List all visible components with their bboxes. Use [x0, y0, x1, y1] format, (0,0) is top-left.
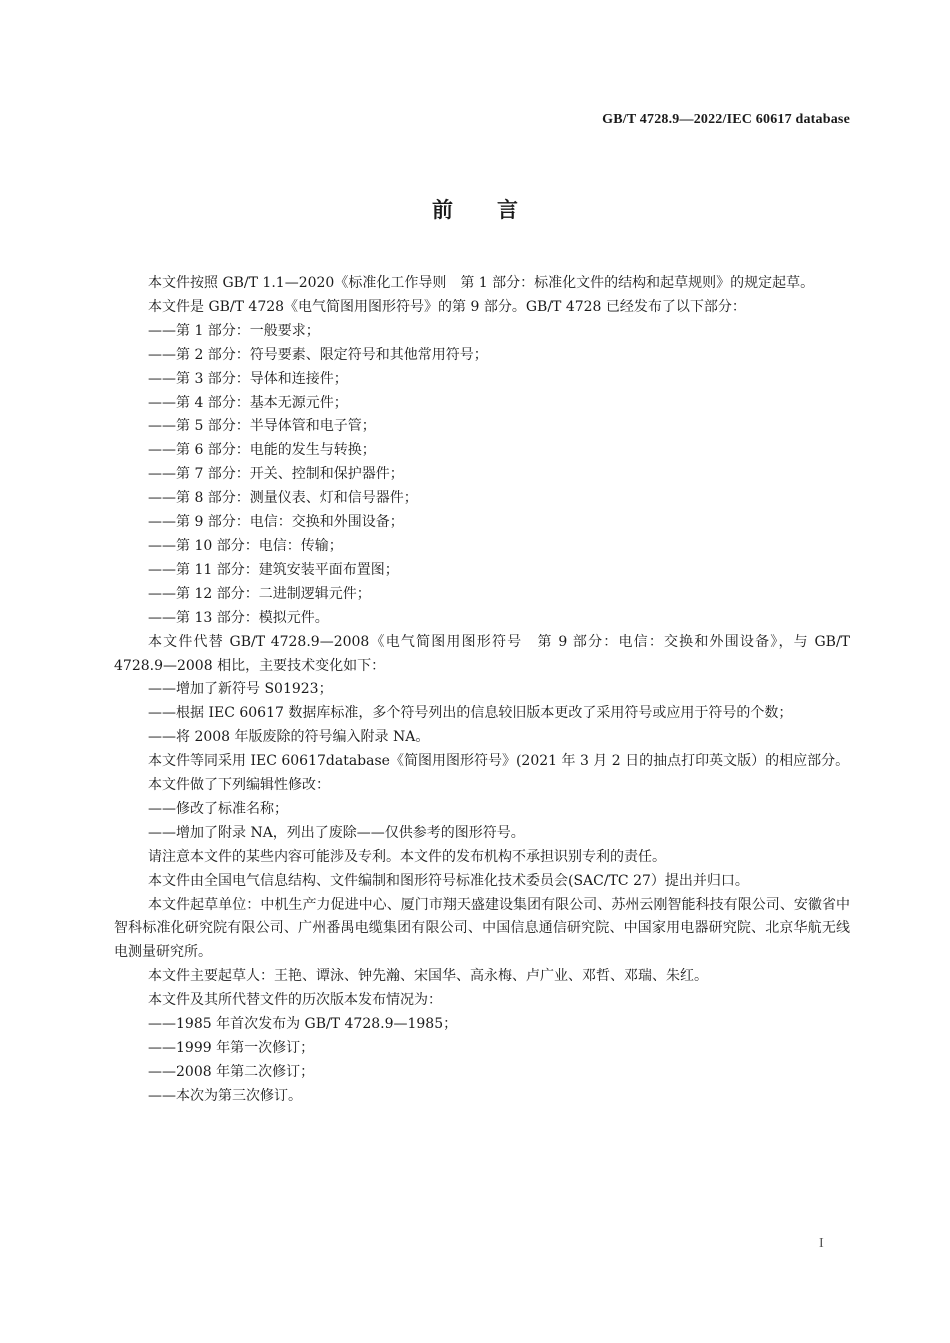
list-item: ——1985 年首次发布为 GB/T 4728.9—1985；: [148, 1016, 458, 1033]
list-item: ——将 2008 年版废除的符号编入附录 NA。: [148, 729, 430, 746]
list-item: ——第 3 部分：导体和连接件；: [148, 370, 348, 387]
list-item: ——第 13 部分：模拟元件。: [148, 609, 329, 626]
paragraph: 本文件起草单位：中机生产力促进中心、厦门市翔天盛建设集团有限公司、苏州云刚智能科技有限公司、安徽省中智科标准化研究院有限公司、广州番禺电缆集团有限公司、中国信息通信研究院、中国家用电器研究院、北京华航无线电测量研究所。: [114, 896, 850, 961]
list-item: ——本次为第三次修订。: [148, 1087, 302, 1104]
paragraph: 本文件是 GB/T 4728《电气简图用图形符号》的第 9 部分。GB/T 4728 已经发布了以下部分：: [148, 298, 746, 315]
paragraph: 本文件做了下列编辑性修改：: [148, 777, 330, 794]
list-item: ——修改了标准名称；: [148, 800, 288, 817]
page-title-char-2: 言: [497, 198, 518, 222]
paragraph: 本文件主要起草人：王艳、谭泳、钟先瀚、宋国华、高永梅、卢广业、邓哲、邓瑞、朱红。: [148, 968, 708, 985]
list-item: ——第 8 部分：测量仪表、灯和信号器件；: [148, 490, 418, 507]
list-item: ——第 5 部分：半导体管和电子管；: [148, 418, 376, 435]
list-item: ——第 1 部分：一般要求；: [148, 322, 320, 339]
paragraph: 本文件及其所代替文件的历次版本发布情况为：: [148, 992, 442, 1009]
list-item: ——增加了新符号 S01923；: [148, 681, 333, 698]
page-title-char-1: 前: [432, 198, 453, 222]
list-item: ——第 2 部分：符号要素、限定符号和其他常用符号；: [148, 346, 488, 363]
list-item: ——1999 年第一次修订；: [148, 1040, 315, 1056]
paragraph: 本文件由全国电气信息结构、文件编制和图形符号标准化技术委员会(SAC/TC 27）提出并归口。: [148, 872, 749, 889]
list-item: ——第 6 部分：电能的发生与转换；: [148, 442, 376, 459]
paragraph: 本文件按照 GB/T 1.1—2020《标准化工作导则 第 1 部分：标准化文件的结构和起草规则》的规定起草。: [148, 275, 815, 291]
paragraph: 本文件等同采用 IEC 60617database《简图用图形符号》(2021 年 3 月 2 日的抽点打印英文版）的相应部分。: [148, 753, 850, 770]
page-number: I: [819, 1236, 824, 1251]
list-item: ——第 7 部分：开关、控制和保护器件；: [148, 466, 404, 483]
paragraph: 请注意本文件的某些内容可能涉及专利。本文件的发布机构不承担识别专利的责任。: [148, 848, 666, 865]
list-item: ——增加了附录 NA，列出了废除——仅供参考的图形符号。: [148, 824, 525, 841]
paragraph: 本文件代替 GB/T 4728.9—2008《电气简图用图形符号 第 9 部分：电信：交换和外围设备》，与 GB/T 4728.9—2008 相比，主要技术变化如下：: [114, 633, 850, 674]
list-item: ——根据 IEC 60617 数据库标准，多个符号列出的信息较旧版本更改了采用符号或应用于符号的个数；: [148, 705, 793, 722]
list-item: ——第 4 部分：基本无源元件；: [148, 394, 348, 411]
standard-code: GB/T 4728.9—2022/IEC 60617 database: [602, 112, 850, 127]
foreword-body: [114, 272, 850, 1109]
list-item: ——第 9 部分：电信：交换和外围设备；: [148, 514, 404, 531]
list-item: ——第 11 部分：建筑安装平面布置图；: [148, 561, 399, 578]
page-title: [0, 194, 950, 224]
list-item: ——第 10 部分：电信：传输；: [148, 537, 343, 554]
list-item: ——2008 年第二次修订；: [148, 1063, 315, 1080]
list-item: ——第 12 部分：二进制逻辑元件；: [148, 585, 371, 602]
